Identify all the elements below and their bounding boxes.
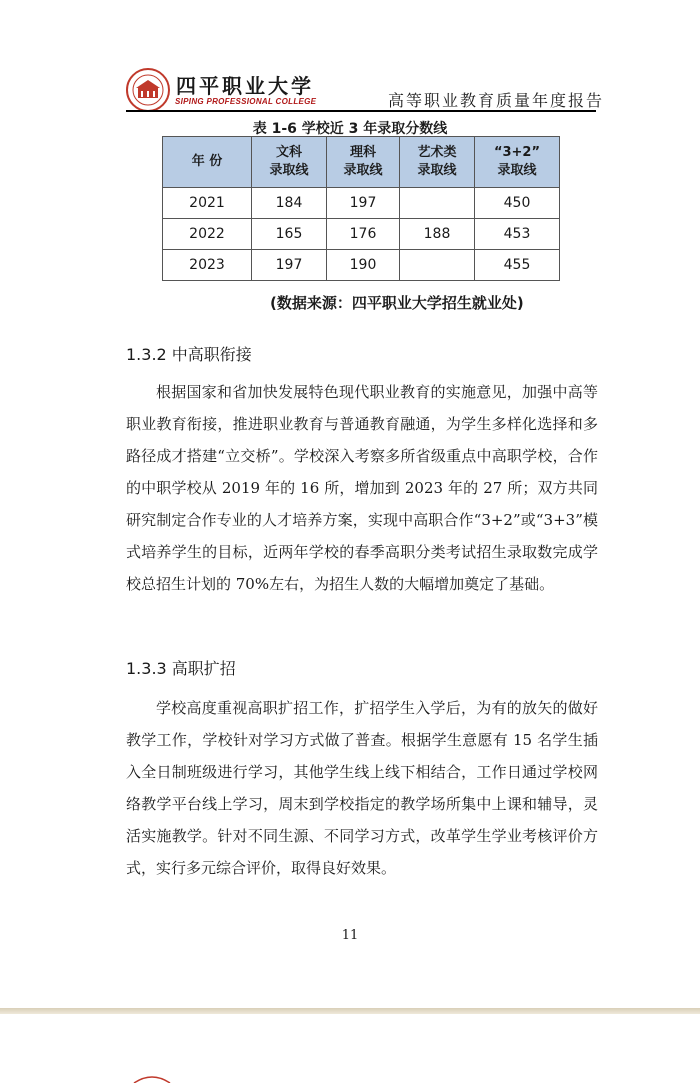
table-cell: 197 bbox=[252, 250, 327, 281]
table-cell: 453 bbox=[475, 219, 560, 250]
table-cell: 176 bbox=[327, 219, 400, 250]
section-paragraph: 根据国家和省加快发展特色现代职业教育的实施意见，加强中高等职业教育衔接，推进职业教育与普通教育融通，为学生多样化选择和多路径成才搭建“立交桥”。学校深入考察多所省级重点中高职学校，合作的中职学校从 2019 年的 16 所，增加到 2023 年的 27 所；双方共同研究制定合作专业的人才培养方案，实现中高职合作“3+2”或“3+3”模式培养学生的目标，近两年学校的春季高职分类考试招生录取数完成学校总招生计划的 70%左右，为招生人数的大幅增加奠定了基础。 bbox=[126, 383, 598, 593]
header-rule bbox=[126, 110, 596, 112]
table-cell: 190 bbox=[327, 250, 400, 281]
column-header-year: 年 份 bbox=[163, 137, 252, 188]
school-name-en: SIPING PROFESSIONAL COLLEGE bbox=[175, 97, 317, 106]
table-cell: 188 bbox=[400, 219, 475, 250]
school-name-cn: 四平职业大学 bbox=[176, 74, 314, 98]
column-header-arts: 艺术类 录取线 bbox=[400, 137, 475, 188]
college-emblem-icon bbox=[126, 68, 170, 112]
section-heading: 1.3.2 中高职衔接 bbox=[126, 345, 252, 364]
table-row bbox=[163, 219, 560, 250]
page-footer-band bbox=[0, 1008, 700, 1014]
table-cell: 2023 bbox=[163, 250, 252, 281]
column-header-science: 理科 录取线 bbox=[327, 137, 400, 188]
next-page-emblem-icon bbox=[132, 1075, 172, 1083]
table-row bbox=[163, 250, 560, 281]
table-row bbox=[163, 188, 560, 219]
column-header-3plus2: “3+2” 录取线 bbox=[475, 137, 560, 188]
table-cell: 197 bbox=[327, 188, 400, 219]
table-caption: 表 1-6 学校近 3 年录取分数线 bbox=[252, 121, 448, 137]
table-cell: 184 bbox=[252, 188, 327, 219]
page-number: 11 bbox=[341, 928, 359, 943]
table-cell: 450 bbox=[475, 188, 560, 219]
section-heading: 1.3.3 高职扩招 bbox=[126, 659, 236, 678]
table-header-row bbox=[163, 137, 560, 188]
admission-score-table bbox=[162, 136, 560, 281]
section-paragraph: 学校高度重视高职扩招工作，扩招学生入学后，为有的放矢的做好教学工作，学校针对学习方式做了普查。根据学生意愿有 15 名学生插入全日制班级进行学习，其他学生线上线下相结合，工作日通过学校网络教学平台线上学习，周末到学校指定的教学场所集中上课和辅导，灵活实施教学。针对不同生源、不同学习方式，改革学生学业考核评价方式，实行多元综合评价，取得良好效果。 bbox=[126, 699, 598, 877]
table-cell bbox=[400, 250, 475, 281]
report-title: 高等职业教育质量年度报告 bbox=[387, 91, 604, 110]
table-cell: 2022 bbox=[163, 219, 252, 250]
table-cell: 455 bbox=[475, 250, 560, 281]
column-header-liberal-arts: 文科 录取线 bbox=[252, 137, 327, 188]
table-cell: 2021 bbox=[163, 188, 252, 219]
page-header bbox=[0, 0, 700, 112]
table-cell: 165 bbox=[252, 219, 327, 250]
table-source-note: (数据来源：四平职业大学招生就业处) bbox=[270, 294, 524, 312]
table-cell bbox=[400, 188, 475, 219]
